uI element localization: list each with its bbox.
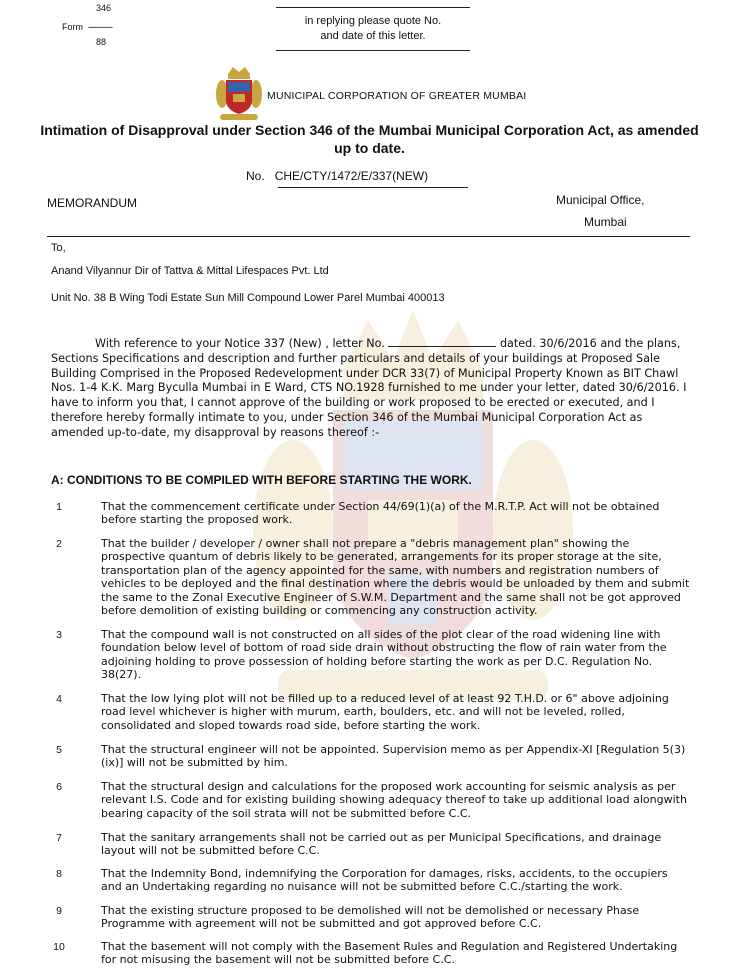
corporation-emblem-icon [216,66,262,122]
salutation-to: To, [51,242,66,254]
corporation-name: MUNICIPAL CORPORATION OF GREATER MUMBAI [267,90,527,102]
condition-text: That the sanitary arrangements shall not be carried out as per Municipal Specifications, and drainage layout will not be submitted before C.C. [101,831,662,858]
body-part2: dated. 30/6/2016 and the plans, Sections Specifications and description and further particulars and details of your buildings at Proposed Sale Building Comprised in the Proposed Redevelopment under DCR 33(7) of Municipal Property Known as BIT Chawl Nos. 1-4 K.K. Marg Byculla Mumbai in E Ward, CTS NO.1928 furnished to me under your letter, dated 30/6/2016. I have to inform you that, I cannot approve of the building or work proposed to be erected or executed, and I therefore hereby formally intimate to you, under Section 346 of the Mumbai Municipal Corporation Act as amended up-to-date, my disapproval by reasons thereof :- [51,337,687,439]
section-a-heading: A: CONDITIONS TO BE COMPILED WITH BEFORE STARTING THE WORK. [51,473,472,487]
condition-text: That the Indemnity Bond, indemnifying the Corporation for damages, risks, accidents, to the occupiers and an Undertaking regarding no nuisance will not be submitted before C.C./starting the work. [101,867,668,894]
condition-number: 8 [56,868,62,880]
form-dashes: ------------ [88,22,112,32]
form-number-top: 346 [96,3,112,13]
reference-underline [278,187,468,188]
condition-number: 3 [56,629,62,641]
document-title: Intimation of Disapproval under Section 346 of the Mumbai Municipal Corporation Act, as amended up to date. [40,122,699,156]
municipal-office: Municipal Office, [556,193,645,207]
condition-number: 10 [53,941,65,953]
reference-number [246,169,428,183]
condition-number: 2 [56,538,62,550]
condition-text: That the commencement certificate under Section 44/69(1)(a) of the M.R.T.P. Act will not be obtained before starting the proposed work. [101,500,660,527]
recipient-name: Anand Vilyannur Dir of Tattva & Mittal Lifespaces Pvt. Ltd [51,265,329,277]
condition-text: That the low lying plot will not be filled up to a reduced level of at least 92 T.H.D. or 6" above adjoining road level whichever is higher with murum, earth, boulders, etc. and will not be leveled, rolled, consolidated and sloped towards road side, before starting the work. [101,692,669,732]
office-city: Mumbai [584,215,627,229]
condition-number: 6 [56,781,62,793]
condition-text: That the basement will not comply with the Basement Rules and Regulation and Registered Undertaking for not misusing the basement will not be submitted before C.C. [101,940,678,967]
condition-number: 4 [56,693,62,705]
body-part1: With reference to your Notice 337 (New) , letter No. [95,337,385,350]
condition-text: That the builder / developer / owner shall not prepare a "debris management plan" showing the prospective quantum of debris likely to be generated, arrangements for its proper storage at the site, transportation plan of the agency appointed for the same, with numbers and registration numbers of vehicles to be deployed and the final destination where the debris would be unloaded by them and submit the same to the Zonal Executive Engineer of S.W.M. Department and the same shall not be got approved before demolition of existing building or commencing any construction activity. [101,537,690,618]
reply-note-box [276,7,470,51]
letter-number-blank [388,336,496,347]
reply-note-line1: in replying please quote No. [304,15,442,27]
divider [47,236,690,237]
condition-number: 5 [56,744,62,756]
condition-text: That the compound wall is not constructed on all sides of the plot clear of the road widening line with foundation below level of bottom of road side drain without obstructing the flow of rain water from the adjoining holding to prove possession of holding before starting the work as per D.C. Regulation No. 38(27). [101,628,667,682]
condition-number: 7 [56,832,62,844]
reference-label: No. [246,169,265,183]
form-number-bottom: 88 [96,37,107,47]
condition-text: That the structural design and calculations for the proposed work accounting for seismic analysis as per relevant I.S. Code and for existing building showing adequacy thereof to take up additional load alongwith bearing capacity of the soil strata will not be submitted before C.C. [101,780,687,820]
condition-text: That the existing structure proposed to be demolished will not be demolished or necessary Phase Programme with agreement will not be submitted and got approved before C.C. [101,904,640,931]
recipient-address: Unit No. 38 B Wing Todi Estate Sun Mill Compound Lower Parel Mumbai 400013 [51,292,445,304]
body-paragraph [51,336,691,441]
condition-number: 9 [56,905,62,917]
memorandum-label: MEMORANDUM [47,196,137,210]
condition-text: That the structural engineer will not be appointed. Supervision memo as per Appendix-XI [Regulation 5(3)(ix)] will not be submitted by him. [101,743,686,770]
condition-number: 1 [56,501,62,513]
reference-value: CHE/CTY/1472/E/337(NEW) [274,169,429,183]
form-label: Form [62,22,83,32]
watermark-shield [333,410,493,660]
reply-note-line2: and date of this letter. [320,30,426,42]
